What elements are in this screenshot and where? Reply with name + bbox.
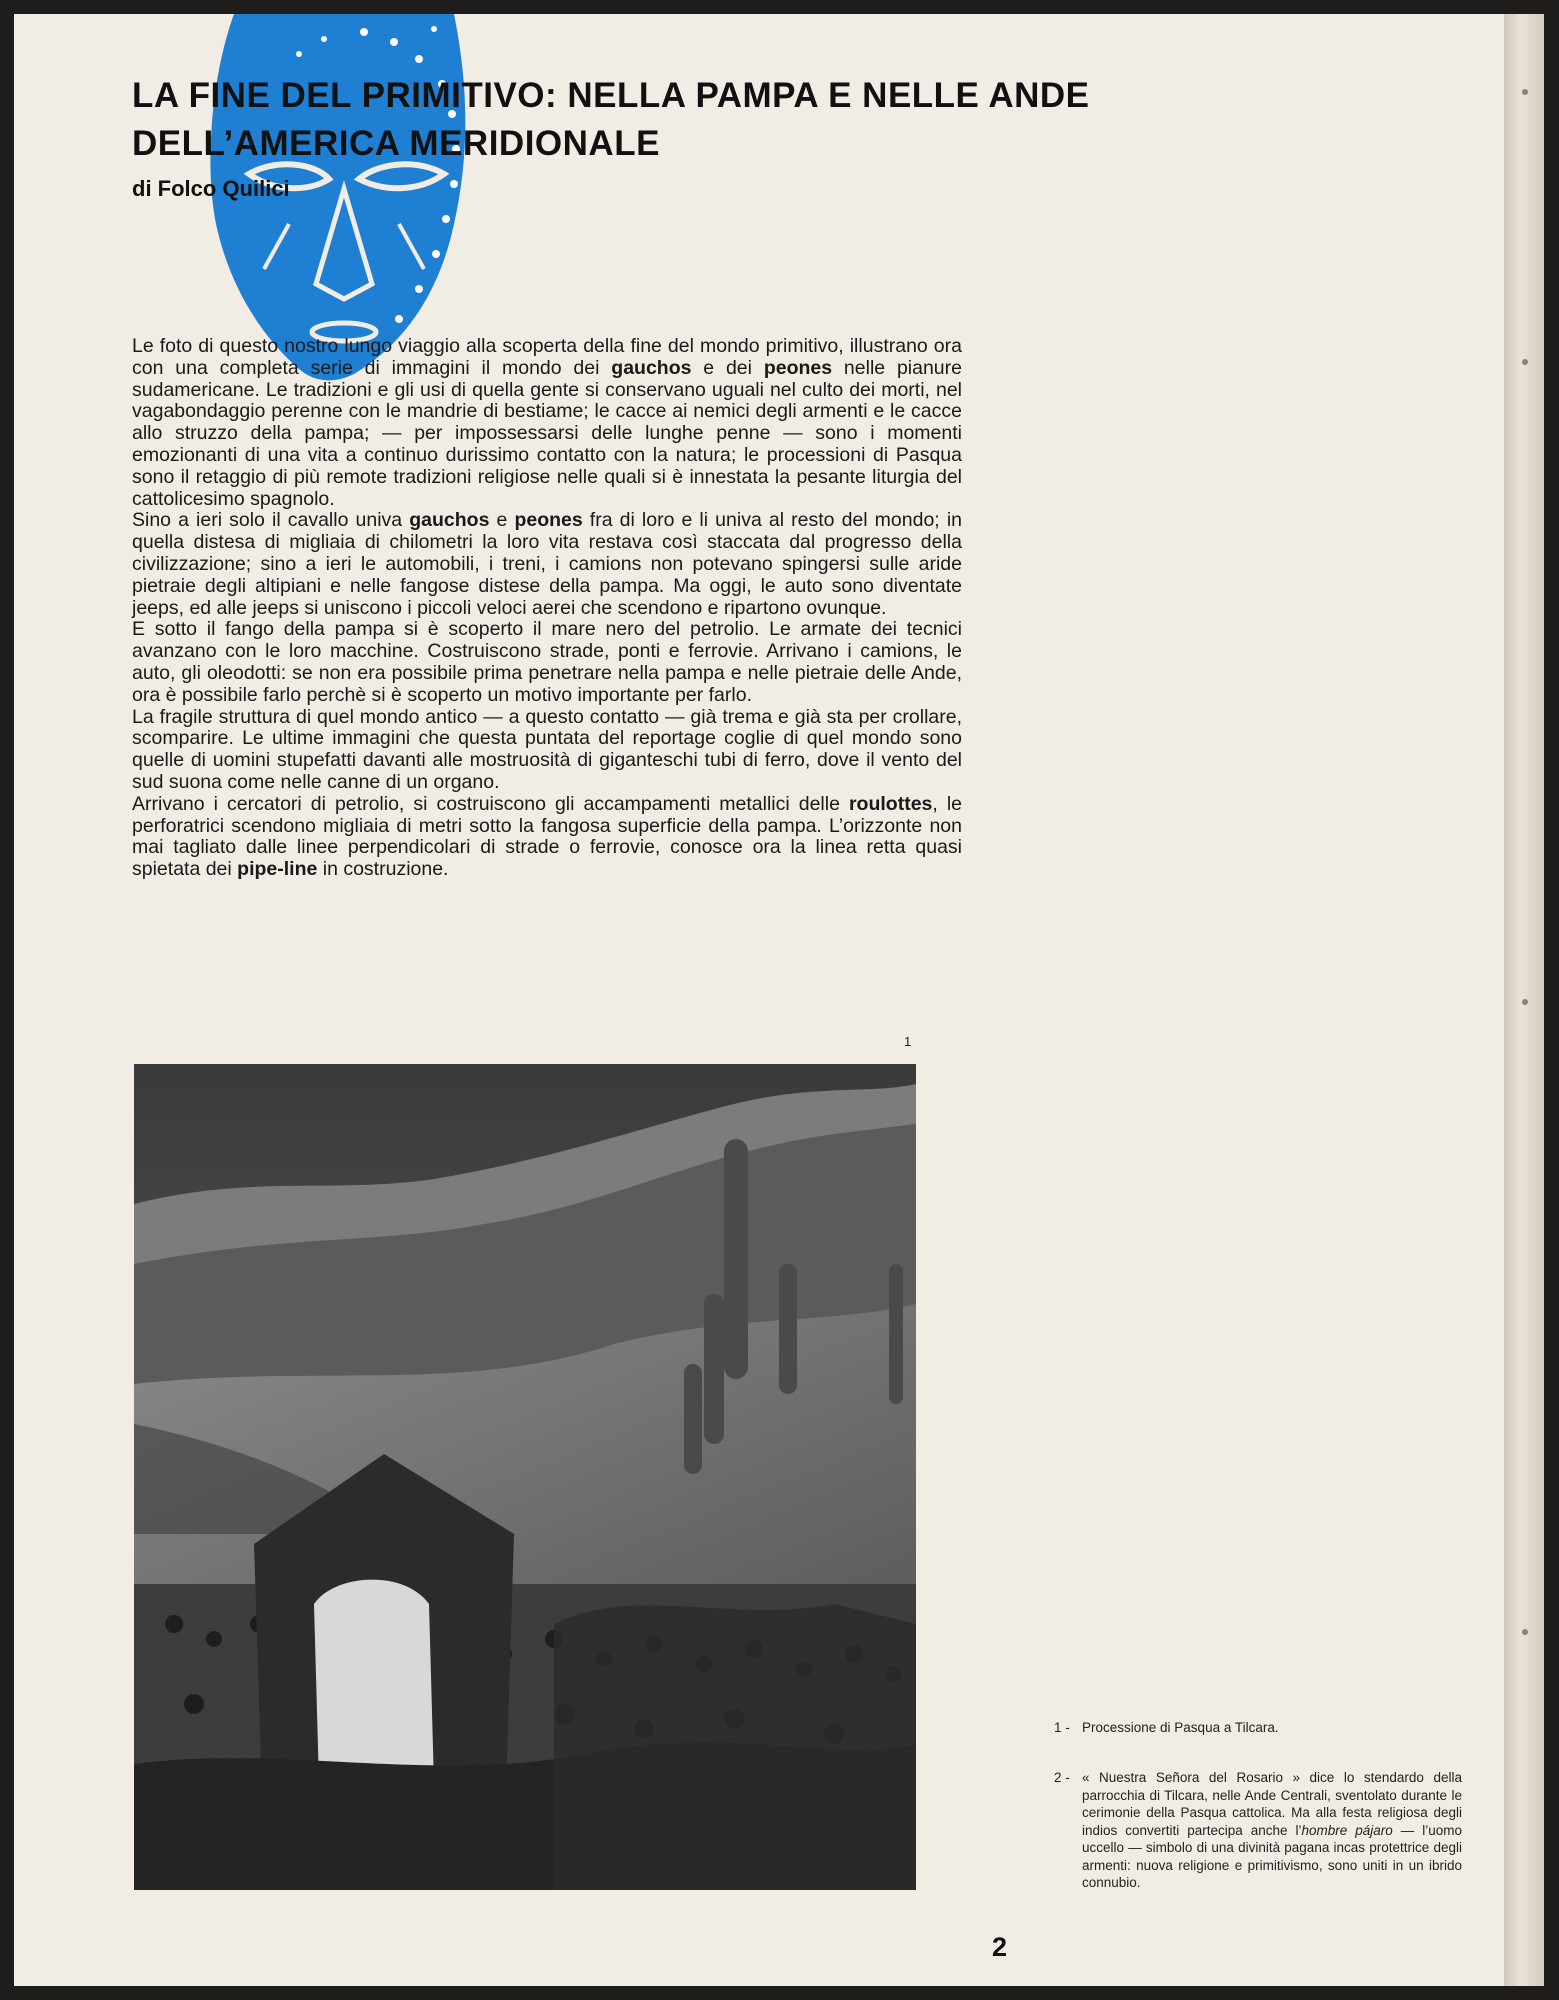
- article-title: [132, 72, 1312, 168]
- text-run: in costruzione.: [317, 858, 449, 881]
- bold-term: roulottes: [848, 792, 933, 815]
- author-byline: di Folco Quilici: [132, 176, 290, 201]
- italic-term: hombre pájaro: [1301, 1822, 1393, 1838]
- caption-text: [1082, 1769, 1462, 1892]
- text-run: e dei: [691, 356, 764, 379]
- article-body: [132, 336, 962, 881]
- paragraph-2: [132, 510, 962, 619]
- bold-term: pipe-line: [237, 858, 318, 881]
- binding-spine: [1504, 14, 1544, 1986]
- bold-term: gauchos: [611, 356, 692, 379]
- paragraph-1: [132, 336, 962, 510]
- text-run: , le perforatrici scendono migliaia di metri sotto la fangosa superficie della pampa. L’orizzonte non mai tagliato dalle linee perpendicolari di strade o ferrovie, conosce ora la linea retta quasi spietata dei: [132, 792, 963, 881]
- text-run: nelle pianure sudamericane. Le tradizioni e gli usi di quella gente si conservano uguali nel culto dei morti, nel vagabondaggio perenne con le mandrie di bestiame; le cacce ai nemici degli armenti e le cacce allo struzzo della pampa; — per impossessarsi delle lunghe penne — sono i momenti emozionanti di una vita a continuo durissimo contatto con la natura; le processioni di Pasqua sono il retaggio di più remote tradizioni religiose nelle quali si è innestata la pesante liturgia del cattolicesimo spagnolo.: [132, 356, 962, 510]
- caption-number: 2 -: [1054, 1770, 1070, 1785]
- spine-mark: [1522, 359, 1528, 365]
- paragraph-3: E sotto il fango della pampa si è scoperto il mare nero del petrolio. Le armate dei tecnici avanzano con le loro macchine. Costruiscono strade, ponti e ferrovie. Arrivano i camions, le auto, gli oleodotti: se non era possibile prima penetrare nella pampa e nelle pietraie delle Ande, ora è possibile farlo perchè si è scoperto un motivo importante per farlo.: [132, 618, 962, 706]
- caption-text: Processione di Pasqua a Tilcara.: [1082, 1720, 1279, 1735]
- text-run: « Nuestra Señora del Rosario » dice lo stendardo della parrocchia di Tilcara, nelle Ande Centrali, sventolato durante le cerimonie della Pasqua cattolica. Ma alla festa religiosa degli indios convertiti partecipa anche l’: [1082, 1770, 1462, 1838]
- bold-term: peones: [763, 356, 833, 379]
- caption-1: [1054, 1719, 1474, 1737]
- bold-term: gauchos: [409, 509, 490, 532]
- bold-term: peones: [514, 509, 583, 532]
- spine-mark: [1522, 1629, 1528, 1635]
- text-run: — l’uomo uccello — simbolo di una divinità pagana incas protettrice degli armenti: nuova religione e primitivismo, sono uniti in un ibrido connubio.: [1082, 1822, 1462, 1890]
- magazine-page: [14, 14, 1544, 1986]
- figure-number: 1: [904, 1034, 912, 1049]
- caption-2: [1054, 1769, 1464, 1892]
- procession-photo: [134, 1064, 916, 1890]
- caption-number: 1 -: [1054, 1720, 1070, 1735]
- title-line-1: LA FINE DEL PRIMITIVO: NELLA PAMPA E NELLE ANDE: [132, 76, 1090, 115]
- spine-mark: [1522, 89, 1528, 95]
- text-run: Sino a ieri solo il cavallo univa: [132, 509, 410, 532]
- text-run: Arrivano i cercatori di petrolio, si costruiscono gli accampamenti metallici delle: [132, 792, 849, 815]
- text-run: Le foto di questo nostro lungo viaggio alla scoperta della fine del mondo primitivo, illustrano ora con una completa serie di immagini il mondo dei: [132, 335, 962, 379]
- spine-mark: [1522, 999, 1528, 1005]
- text-run: fra di loro e li univa al resto del mondo; in quella distesa di migliaia di chilometri la loro vita restava così staccata dal progresso della civilizzazione; sino a ieri le automobili, i treni, i camions non potevano spingersi sulle aride pietraie degli altipiani e nelle fangose distese della pampa. Ma oggi, le auto sono diventate jeeps, ed alle jeeps si uniscono i piccoli veloci aerei che scendono e ripartono ovunque.: [132, 509, 962, 619]
- text-run: e: [489, 509, 515, 532]
- page-number: 2: [992, 1932, 1008, 1962]
- title-line-2: DELL’AMERICA MERIDIONALE: [132, 124, 660, 163]
- paragraph-4: La fragile struttura di quel mondo antico — a questo contatto — già trema e già sta per crollare, scomparire. Le ultime immagini che questa puntata del reportage coglie di quel mondo sono quelle di uomini stupefatti davanti alle mostruosità di giganteschi tubi di ferro, dove il vento del sud suona come nelle canne di un organo.: [132, 705, 962, 793]
- paragraph-5: [132, 794, 962, 881]
